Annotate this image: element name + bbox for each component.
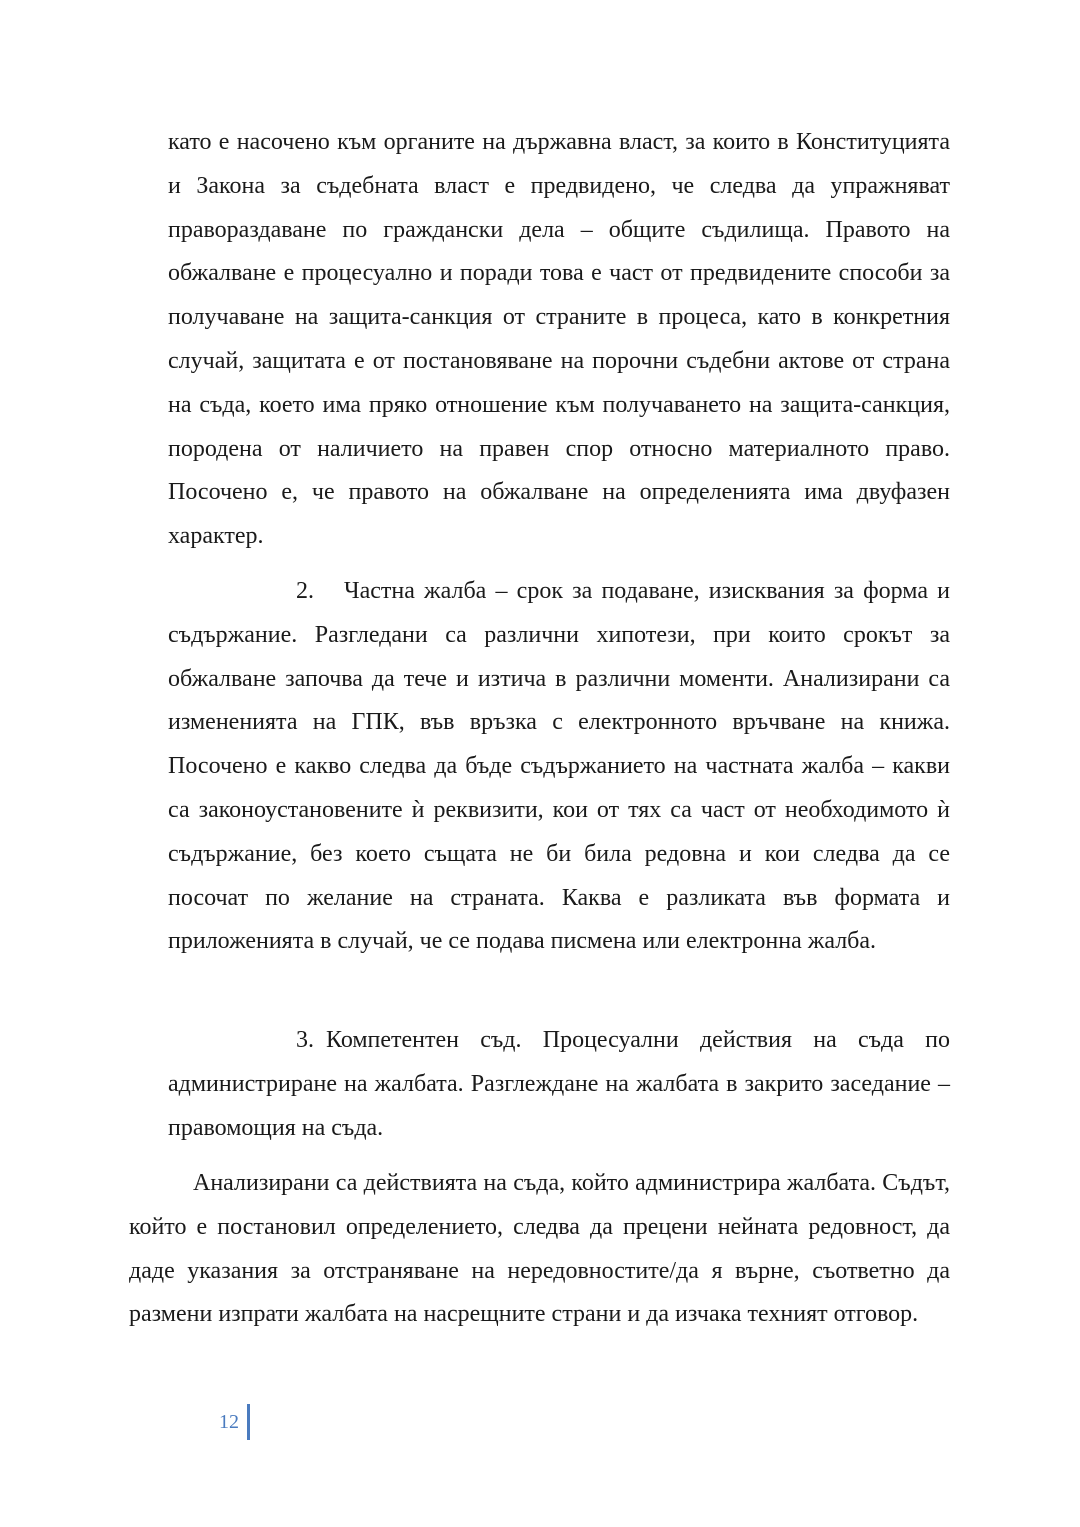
paragraph-text: като е насочено към органите на държавна власт, за които в Конституцията и Закона за съдебната власт е предвидено, че следва да упражняват правораздаване по граждански дела – общите съдилища. Правото на обжалване е процесуално и поради това е част от предвидените способи за получаване на защита-санкция от страните в процеса, като в конкретния случай, защитата е от постановяване на порочни съдебни актове от страна на съда, което има пряко отношение към получаването на защита-санкция, породена от наличието на правен спор относно материалното право. Посочено е, че правото на обжалване на определенията има двуфазен характер.: [168, 129, 950, 550]
paragraph-continuation: [168, 121, 950, 559]
paragraph-text: Анализирани са действията на съда, който администрира жалбата. Съдът, който е постановил определението, следва да прецени нейната редовност, да даде указания за отстраняване на нередовностите/да я върне, съответно да размени изпрати жалбата на насрещните страни и да изчака техният отговор.: [129, 1170, 950, 1328]
item-number: 2.: [296, 578, 314, 604]
page-number: 12: [219, 1404, 250, 1440]
numbered-item-3: [168, 1019, 950, 1150]
item-number: 3.: [296, 1027, 314, 1053]
paragraph-analysis: [129, 1162, 950, 1337]
item-text: Компетентен съд. Процесуални действия на съда по администриране на жалбата. Разглеждане на жалбата в закрито заседание – правомощия на съда.: [168, 1027, 950, 1141]
numbered-item-2: [168, 570, 950, 964]
item-text: Частна жалба – срок за подаване, изисквания за форма и съдържание. Разгледани са различни хипотези, при които срокът за обжалване започва да тече и изтича в различни моменти. Анализирани са измененията на ГПК, във връзка с електронното връчване на книжа. Посочено е какво следва да бъде съдържанието на частната жалба – какви са законоустановените ѝ реквизити, кои от тях са част от необходимото ѝ съдържание, без което същата не би била редовна и кои следва да се посочат по желание на страната. Каква е разликата във формата и приложенията в случай, че се подава писмена или електронна жалба.: [168, 578, 950, 955]
